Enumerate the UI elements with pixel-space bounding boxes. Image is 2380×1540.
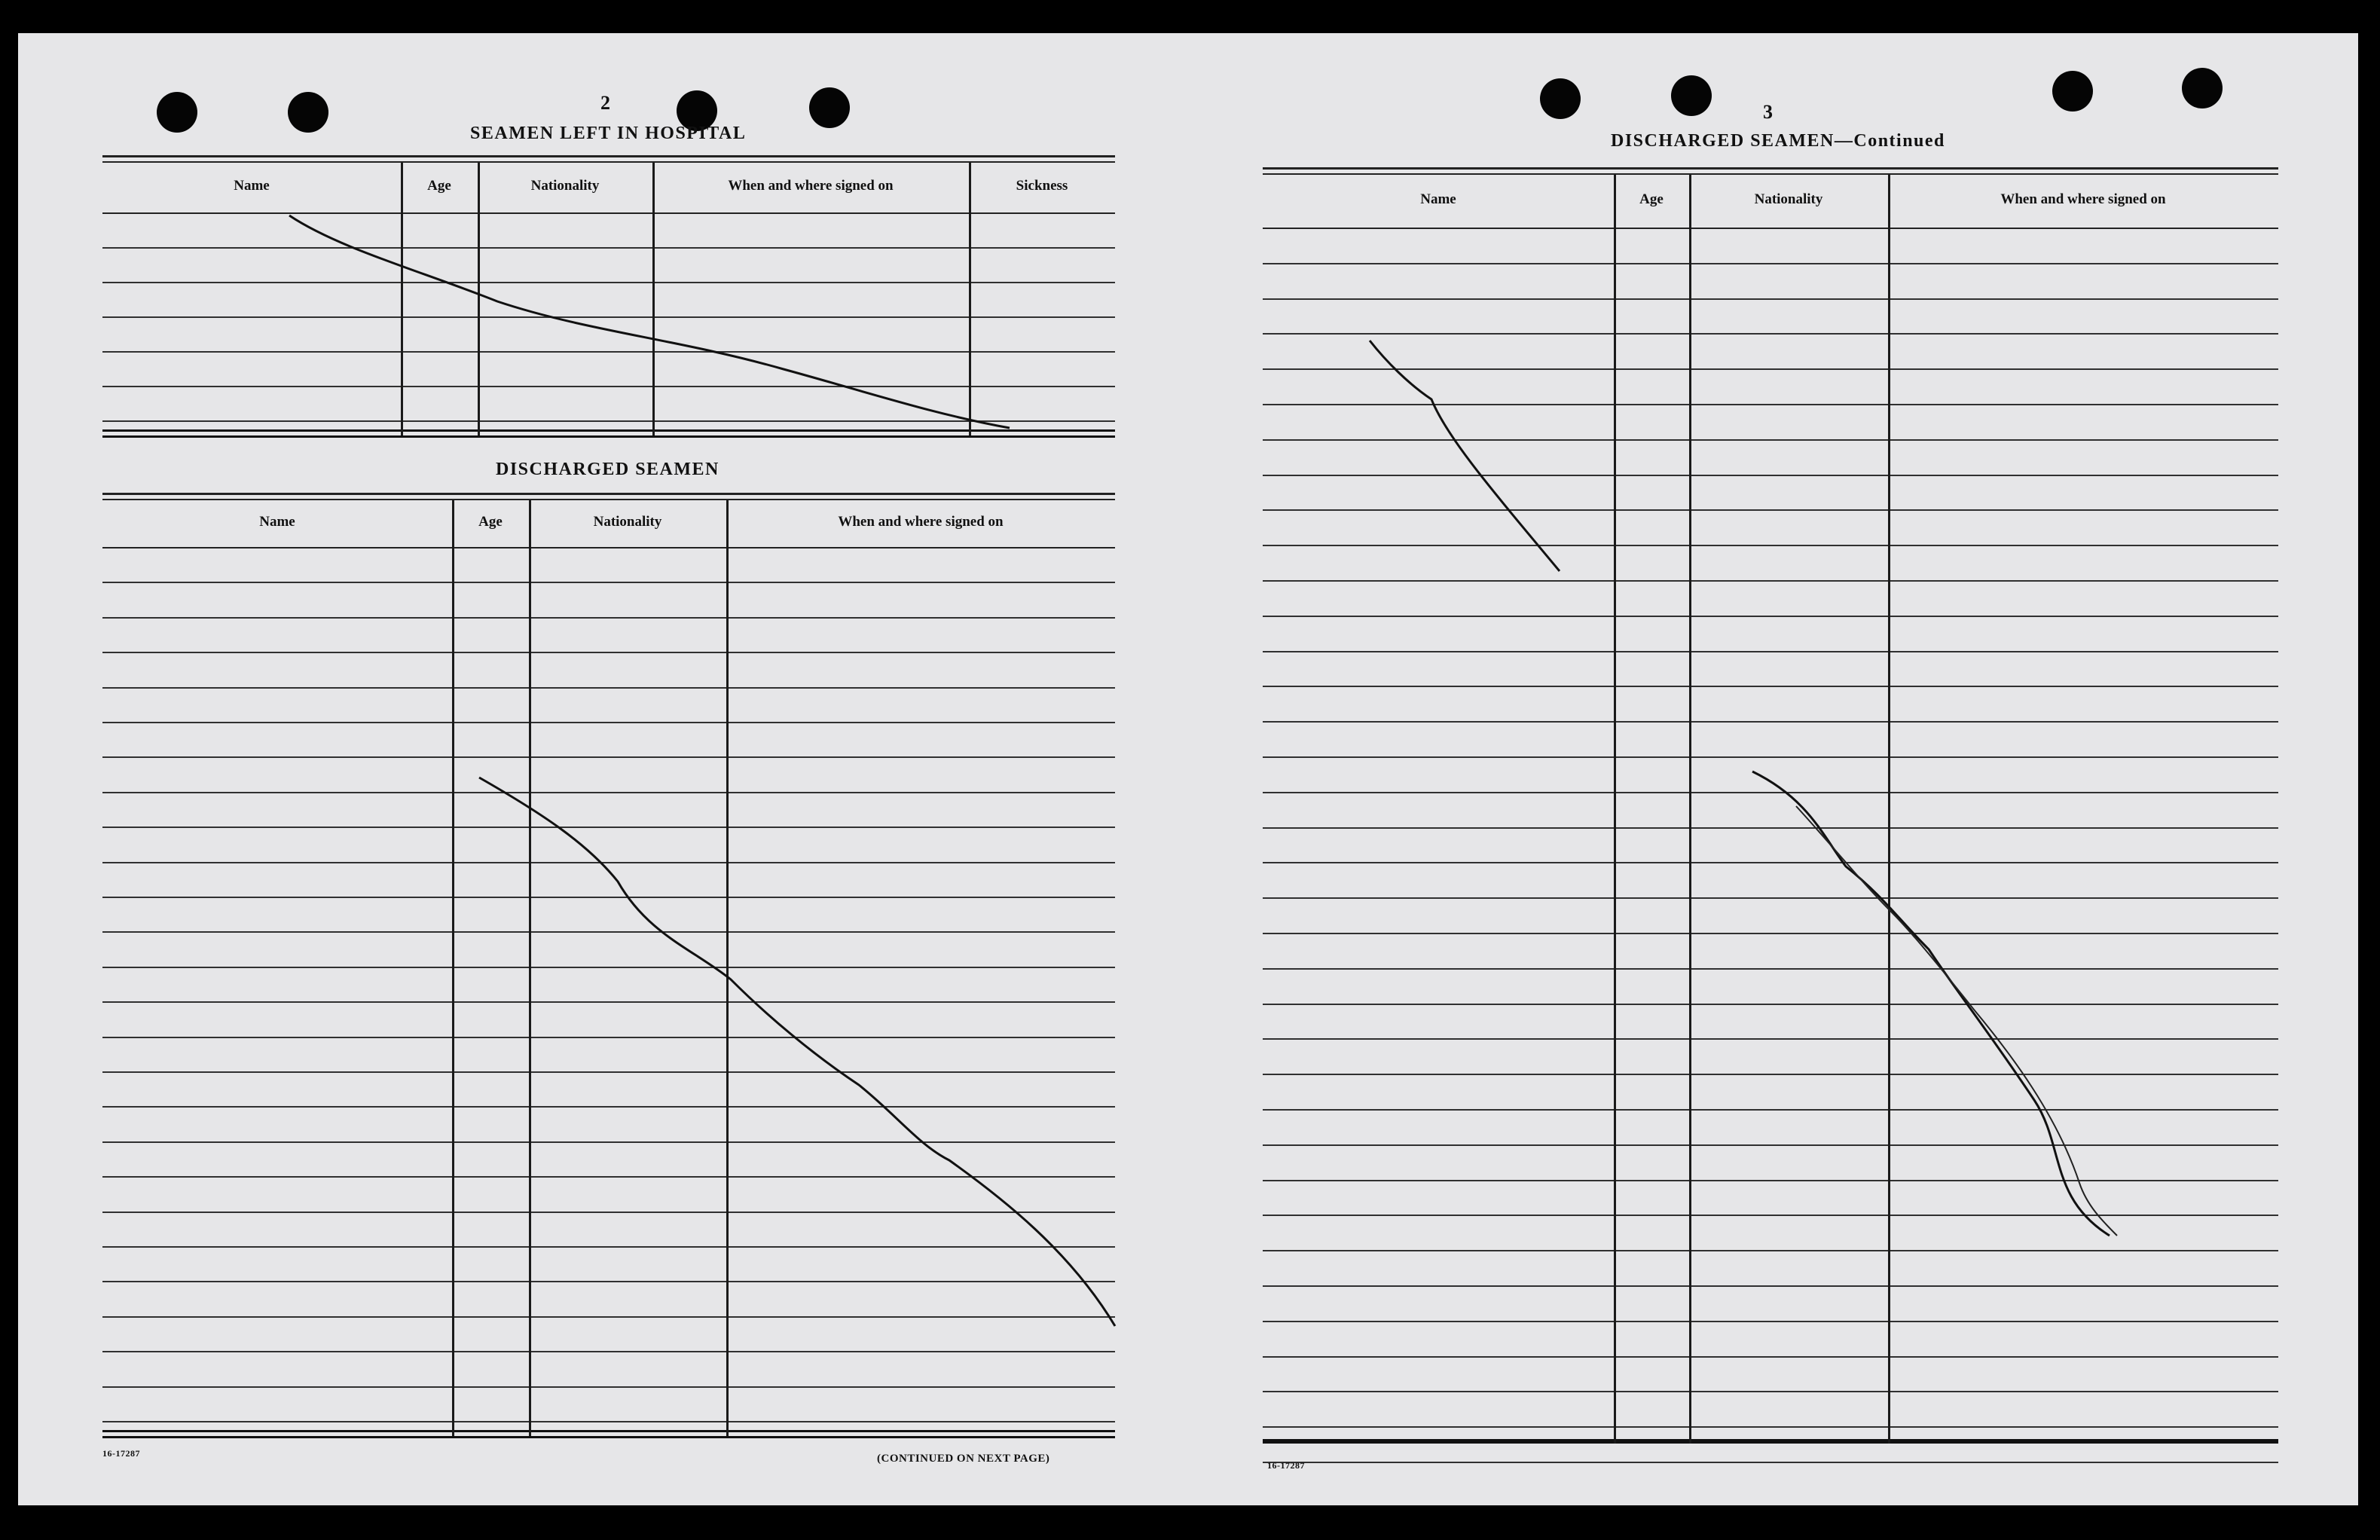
column-header: Name — [1420, 191, 1456, 207]
form-id: 16-17287 — [1267, 1460, 1305, 1471]
page-number: 3 — [1763, 101, 1773, 123]
form-id: 16-17287 — [102, 1448, 140, 1459]
column-header: Name — [234, 178, 270, 194]
cancel-stroke — [1752, 772, 2110, 1236]
column-header: Sickness — [1016, 178, 1068, 194]
hospital-section-title: SEAMEN LEFT IN HOSPITAL — [470, 124, 747, 143]
page-number: 2 — [600, 92, 610, 114]
column-header: When and where signed on — [2000, 191, 2166, 207]
column-header: Age — [427, 178, 451, 194]
discharged-continued-title: DISCHARGED SEAMEN—Continued — [1611, 131, 1945, 151]
column-header: Age — [478, 514, 503, 530]
column-header: When and where signed on — [838, 514, 1004, 530]
cancel-stroke — [289, 215, 1010, 428]
column-header: Nationality — [593, 514, 662, 530]
column-header: Nationality — [530, 178, 600, 194]
column-header: Age — [1639, 191, 1664, 207]
column-header: When and where signed on — [728, 178, 894, 194]
continued-note: (CONTINUED ON NEXT PAGE) — [877, 1453, 1050, 1465]
cancel-stroke — [1796, 806, 2117, 1236]
column-header: Nationality — [1754, 191, 1823, 207]
cancel-stroke — [1370, 341, 1560, 571]
cancel-stroke — [479, 778, 1115, 1326]
column-header: Name — [259, 514, 295, 530]
discharged-section-title: DISCHARGED SEAMEN — [496, 460, 719, 479]
